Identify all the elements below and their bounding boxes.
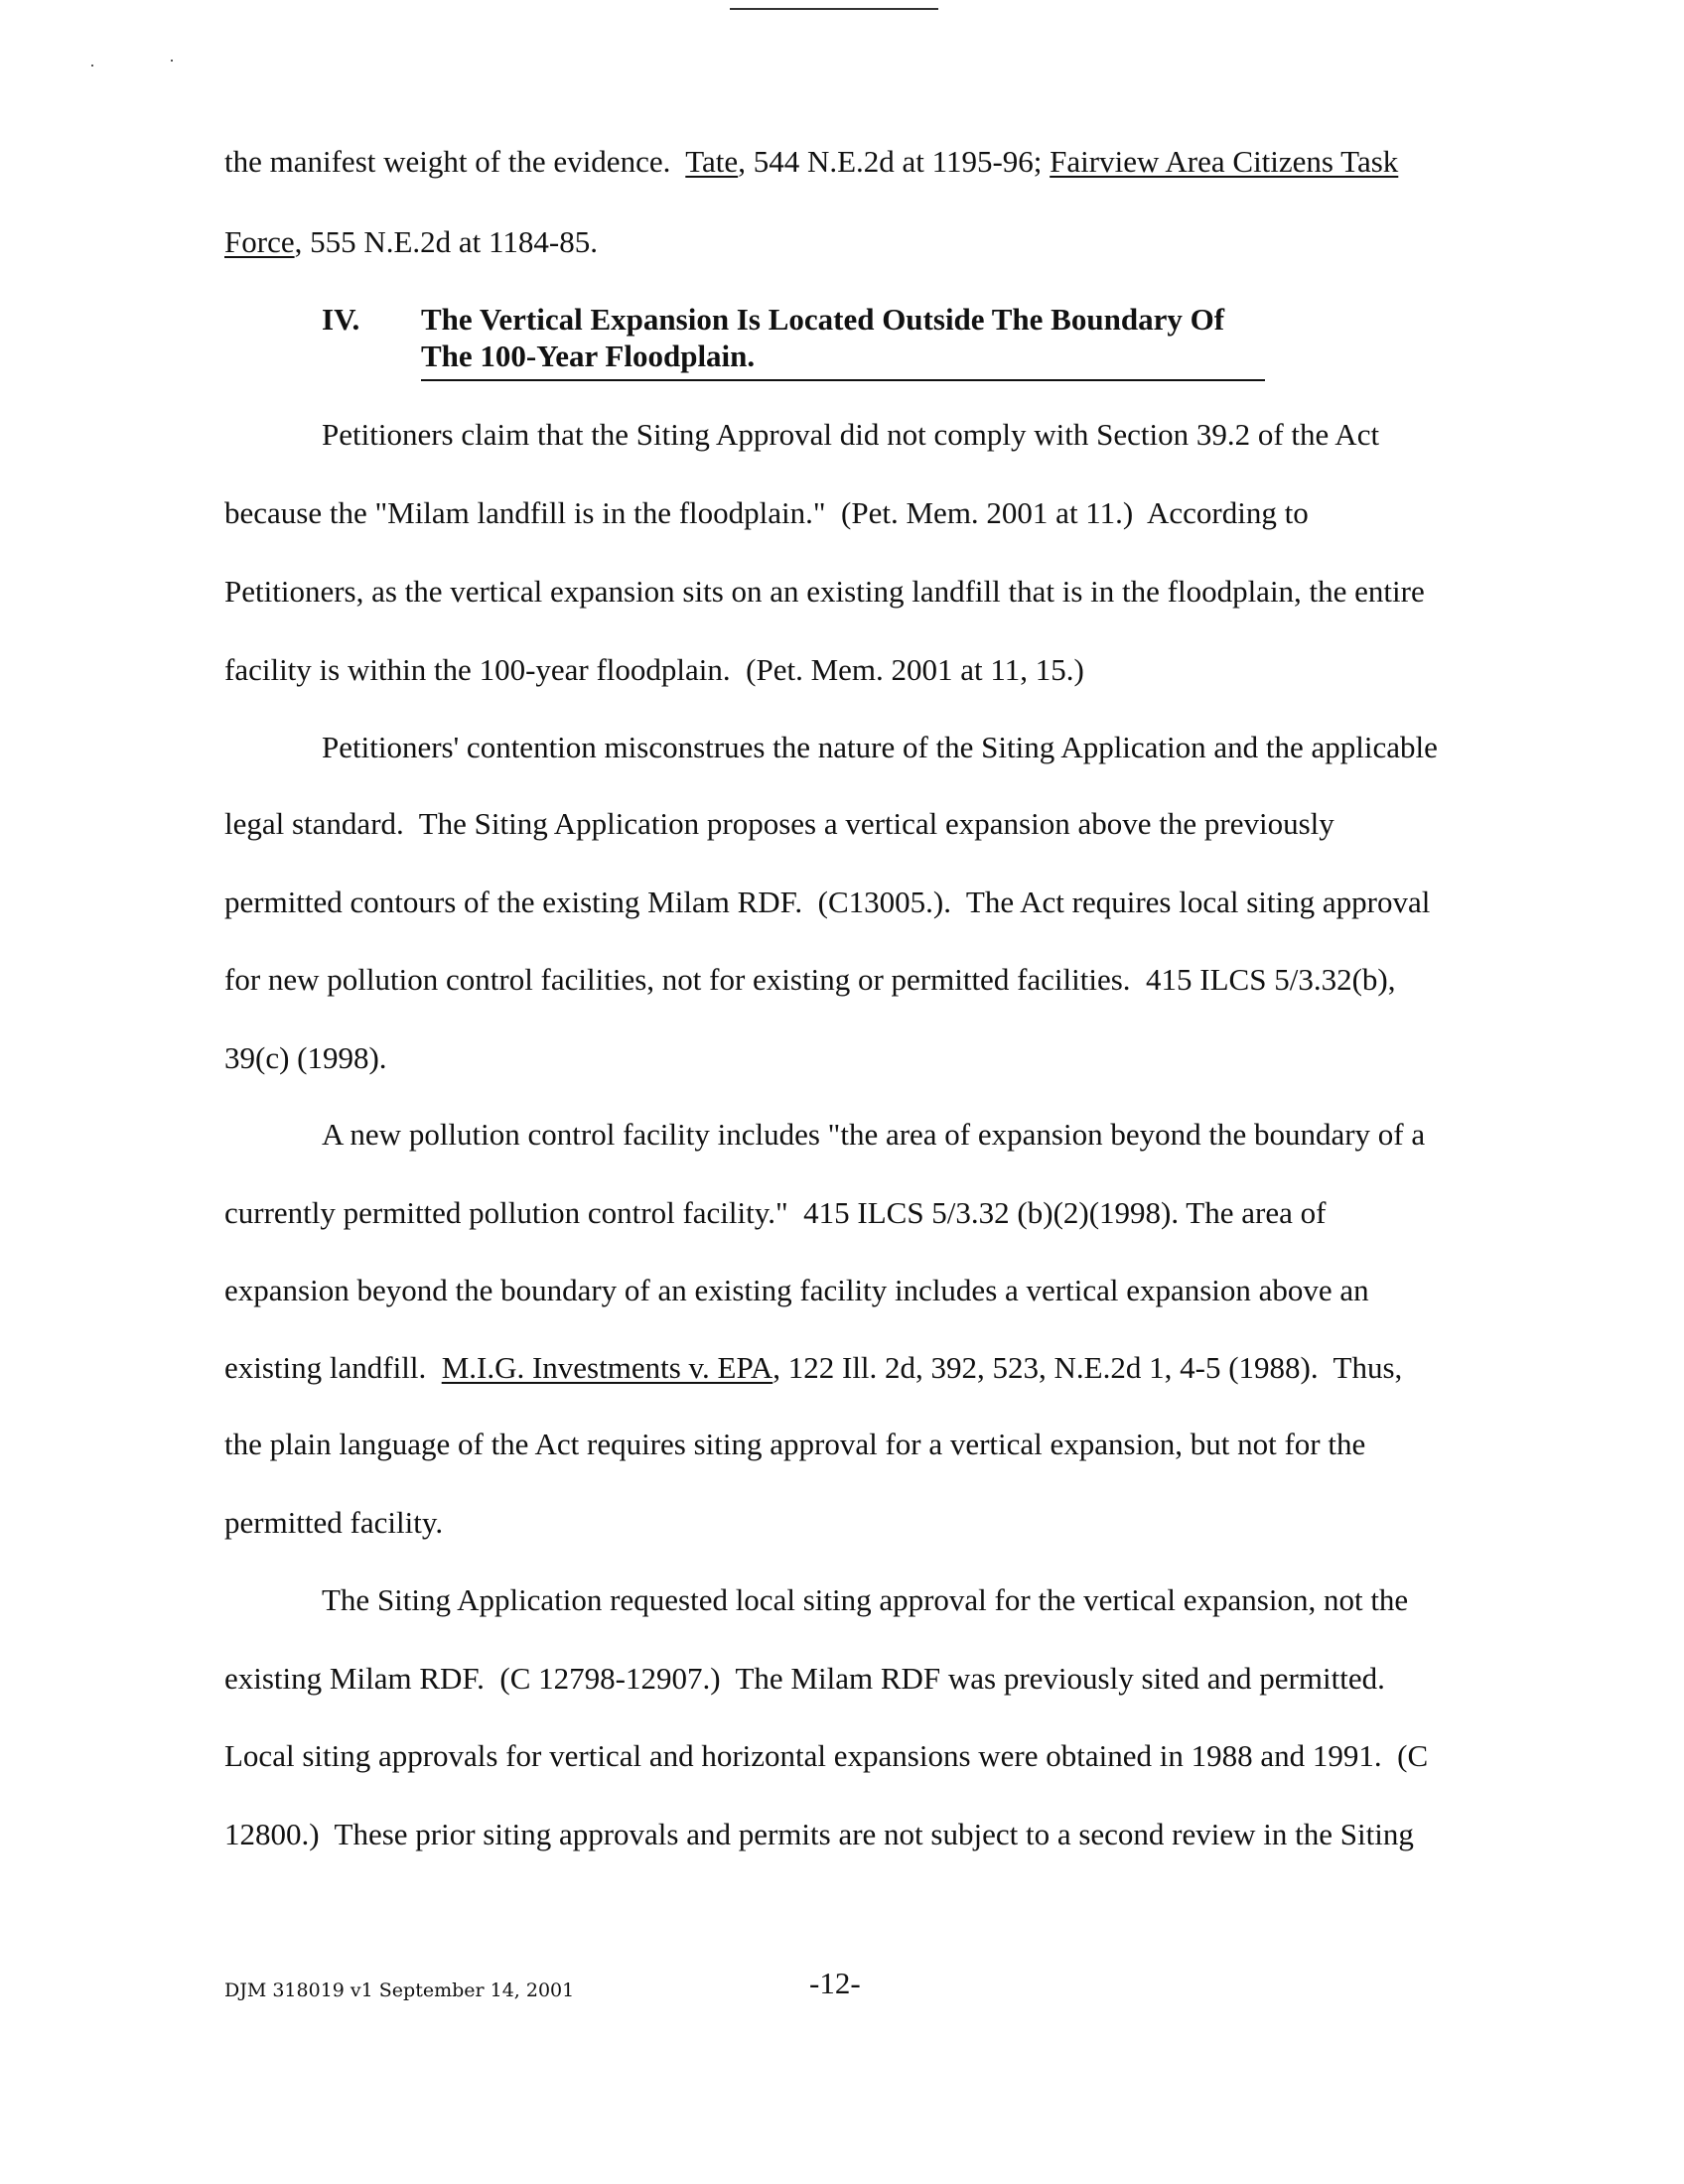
page-number: -12- <box>809 1966 861 2000</box>
text-segment: for new pollution control facilities, not for existing or permitted facilities. 415 ILCS 5/3.32(b), <box>224 962 1396 997</box>
heading-underline <box>421 379 1265 381</box>
text-line <box>224 1817 1414 1852</box>
text-segment: , 544 N.E.2d at 1195-96; <box>738 144 1051 179</box>
text-segment: the manifest weight of the evidence. <box>224 144 686 179</box>
text-line <box>224 1427 1365 1462</box>
scan-artifact-line <box>730 8 938 10</box>
text-line <box>224 962 1395 998</box>
text-segment: expansion beyond the boundary of an existing facility includes a vertical expansion above an <box>224 1273 1369 1307</box>
text-segment: , 122 Ill. 2d, 392, 523, N.E.2d 1, 4-5 (1988). Thus, <box>772 1350 1403 1385</box>
text-line <box>322 730 1438 765</box>
text-segment: 39(c) (1998). <box>224 1040 387 1075</box>
text-line <box>224 1661 1385 1697</box>
text-segment: Local siting approvals for vertical and horizontal expansions were obtained in 1988 and 1991. (C <box>224 1738 1429 1773</box>
text-line <box>224 806 1334 842</box>
text-line <box>224 1273 1369 1308</box>
text-segment: Petitioners claim that the Siting Approval did not comply with Section 39.2 of the Act <box>322 417 1380 452</box>
text-line <box>224 495 1309 531</box>
text-segment: The Siting Application requested local siting approval for the vertical expansion, not the <box>322 1582 1409 1617</box>
section-number: IV. <box>322 302 360 337</box>
footer-doc-id: DJM 318019 v1 September 14, 2001 <box>224 1979 575 2001</box>
text-line <box>224 144 1398 180</box>
text-segment: currently permitted pollution control facility." 415 ILCS 5/3.32 (b)(2)(1998). The area of <box>224 1195 1327 1230</box>
text-line <box>224 1738 1428 1774</box>
text-line <box>224 1040 387 1076</box>
text-line <box>322 1117 1425 1153</box>
scan-speck <box>171 60 173 62</box>
text-line <box>224 885 1430 920</box>
section-heading-line2: The 100-Year Floodplain. <box>421 339 756 373</box>
text-line <box>322 1582 1408 1618</box>
text-segment: permitted facility. <box>224 1505 444 1540</box>
text-line <box>224 1505 443 1541</box>
text-segment: Petitioners, as the vertical expansion sits on an existing landfill that is in the floodplain, the entire <box>224 574 1425 609</box>
text-segment: legal standard. The Siting Application proposes a vertical expansion above the previously <box>224 806 1334 841</box>
text-line <box>224 574 1425 610</box>
text-segment: 12800.) These prior siting approvals and permits are not subject to a second review in the Siting <box>224 1817 1414 1851</box>
case-citation: Force <box>224 224 295 259</box>
text-segment: permitted contours of the existing Milam RDF. (C13005.). The Act requires local siting approval <box>224 885 1431 919</box>
scan-speck <box>91 65 93 67</box>
text-segment: Petitioners' contention misconstrues the nature of the Siting Application and the applicable <box>322 730 1438 764</box>
text-line <box>322 417 1379 453</box>
case-citation: M.I.G. Investments v. EPA <box>441 1350 773 1385</box>
text-line <box>224 224 598 260</box>
case-citation: Tate <box>685 144 739 179</box>
text-segment: existing landfill. <box>224 1350 442 1385</box>
case-citation: Fairview Area Citizens Task <box>1050 144 1399 179</box>
text-segment: A new pollution control facility includes "the area of expansion beyond the boundary of a <box>322 1117 1426 1152</box>
text-segment: facility is within the 100-year floodplain. (Pet. Mem. 2001 at 11, 15.) <box>224 652 1084 687</box>
text-segment: because the "Milam landfill is in the floodplain." (Pet. Mem. 2001 at 11.) According to <box>224 495 1309 530</box>
text-line <box>224 652 1084 688</box>
text-segment: the plain language of the Act requires siting approval for a vertical expansion, but not for the <box>224 1427 1366 1461</box>
text-line <box>224 1350 1402 1386</box>
section-heading-line1: The Vertical Expansion Is Located Outside The Boundary Of <box>421 302 1225 337</box>
text-segment: existing Milam RDF. (C 12798-12907.) The Milam RDF was previously sited and permitted. <box>224 1661 1385 1696</box>
text-segment: , 555 N.E.2d at 1184-85. <box>294 224 598 259</box>
text-line <box>224 1195 1326 1231</box>
